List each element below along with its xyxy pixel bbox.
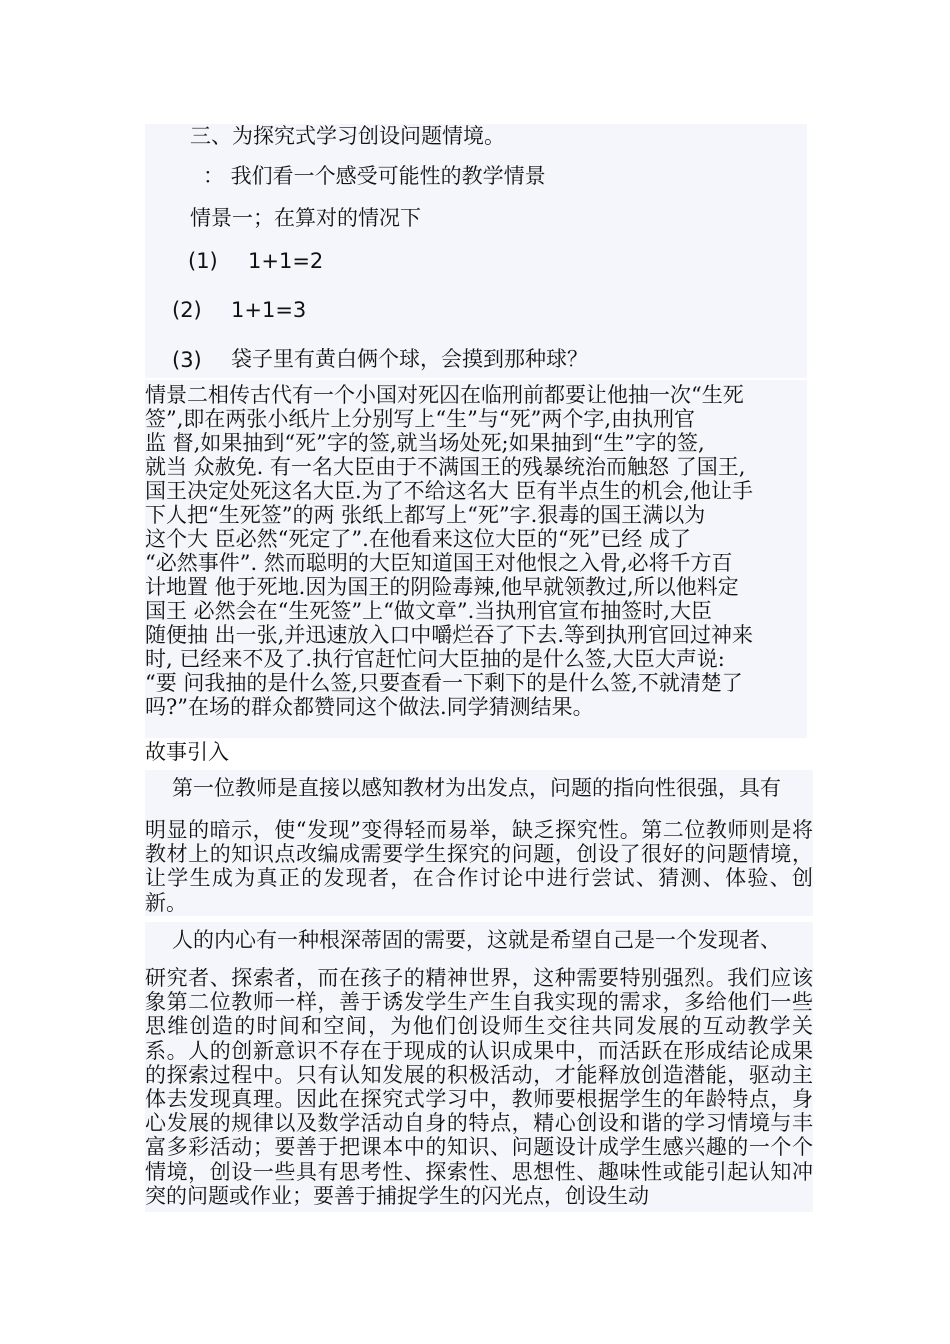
list-item-1-text: 1+1=2: [248, 249, 324, 273]
list-item-3-number: (3): [172, 348, 202, 372]
closing-first-line: 人的内心有一种根深蒂固的需要，这就是希望自己是一个发现者、: [172, 928, 781, 952]
story-line-8: “必然事件”. 然而聪明的大臣知道国王对他恨之入骨,必将千方百: [145, 551, 733, 575]
story-line-5: 国王决定处死这名大臣.为了不给这名大 臣有半点生的机会,他让手: [145, 479, 754, 503]
shaded-block-top: [145, 124, 807, 378]
story-line-2: 签”,即在两张小纸片上分别写上“生”与“死”两个字,由执刑官: [145, 407, 696, 431]
section-heading: 三、为探究式学习创设问题情境。: [190, 124, 505, 148]
story-line-1: 情景二相传古代有一个小国对死囚在临刑前都要让他抽一次“生死: [145, 383, 744, 407]
story-line-10: 国王 必然会在“生死签”上“做文章”.当执刑官宣布抽签时,大臣: [145, 599, 712, 623]
story-line-7: 这个大 臣必然“死定了”.在他看来这位大臣的“死”已经 成了: [145, 527, 691, 551]
intro-line: ： 我们看一个感受可能性的教学情景: [203, 164, 546, 188]
list-item-3-text: 袋子里有黄白俩个球，会摸到那种球？: [231, 347, 588, 371]
story-line-9: 计地置 他于死地.因为国王的阴险毒辣,他早就领教过,所以他料定: [145, 575, 739, 599]
story-line-3: 监 督,如果抽到“死”字的签,就当场处死;如果抽到“生”字的签,: [145, 431, 705, 455]
story-line-4: 就当 众赦免. 有一名大臣由于不满国王的残暴统治而触怒 了国王,: [145, 455, 746, 479]
analysis-first-line: 第一位教师是直接以感知教材为出发点，问题的指向性很强，具有: [172, 776, 781, 800]
story-line-6: 下人把“生死签”的两 张纸上都写上“死”字.狠毒的国王满以为: [145, 503, 706, 527]
closing-paragraph: 研究者、探索者，而在孩子的精神世界，这种需要特别强烈。我们应该象第二位教师一样，善于诱发学生产生自我实现的需求，多给他们一些思维创造的时间和空间，为他们创设师生交往共同发展的互动教学关系。人的创新意识不存在于现成的认识成果中，而活跃在形成结论成果的探索过程中。只有认知发展的积极活动，才能释放创造潜能，驱动主体去发现真理。因此在探究式学习中，教师要根据学生的年龄特点，身心发展的规律以及数学活动自身的特点，精心创设和谐的学习情境与丰富多彩活动；要善于把课本中的知识、问题设计成学生感兴趣的一个个情境，创设一些具有思考性、探索性、思想性、趣味性或能引起认知冲突的问题或作业；要善于捕捉学生的闪光点，创设生动: [145, 966, 813, 1208]
scene-one-line: 情景一；在算对的情况下: [190, 206, 421, 230]
story-label: 故事引入: [145, 740, 229, 764]
story-line-11: 随便抽 出一张,并迅速放入口中嚼烂吞了下去.等到执刑官回过神来: [145, 623, 754, 647]
list-item-2-text: 1+1=3: [231, 298, 307, 322]
analysis-paragraph: 明显的暗示，使“发现”变得轻而易举，缺乏探究性。第二位教师则是将教材上的知识点改编成需要学生探究的问题，创设了很好的问题情境，让学生成为真正的发现者，在合作讨论中进行尝试、猜测、体验、创新。: [145, 818, 813, 915]
list-item-1-number: (1): [188, 249, 218, 273]
story-line-12: 时, 已经来不及了.执行官赶忙问大臣抽的是什么签,大臣大声说:: [145, 647, 725, 671]
list-item-2-number: (2): [172, 298, 202, 322]
story-line-14: 吗?”在场的群众都赞同这个做法.同学猜测结果。: [145, 695, 594, 719]
story-line-13: “要 问我抽的是什么签,只要查看一下剩下的是什么签,不就清楚了: [145, 671, 743, 695]
